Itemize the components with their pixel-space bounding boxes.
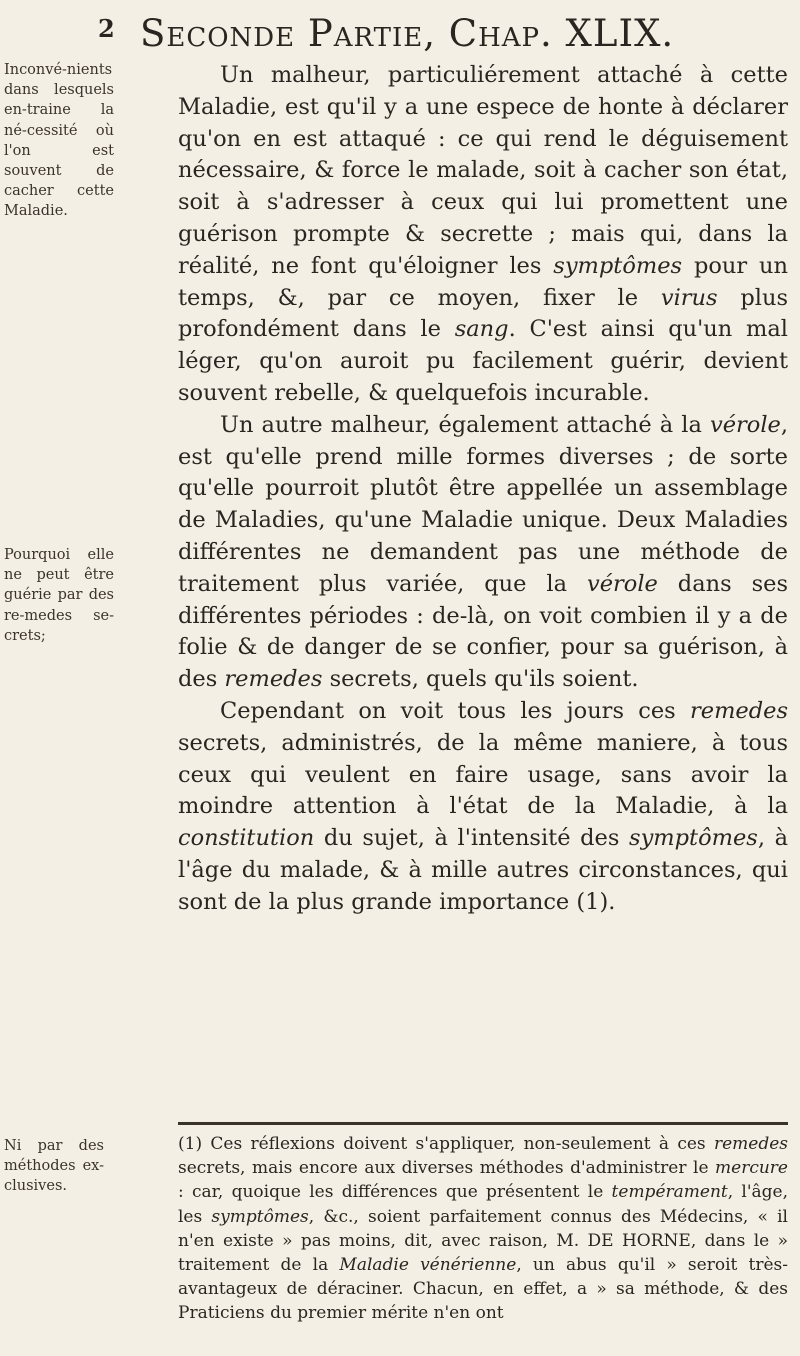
footnote-text: [178, 1132, 788, 1326]
text-run: secrets, mais encore aux diverses méthodes d'administrer le: [178, 1158, 716, 1179]
italic-text: sang: [454, 316, 509, 343]
italic-text: remedes: [713, 1134, 788, 1154]
text-run: : car, quoique les différences que présentent le: [178, 1182, 612, 1203]
italic-text: tempérament: [611, 1182, 728, 1203]
page-header: [0, 12, 800, 62]
text-run: dans ses différentes périodes : de-là, on voit combien il y a de folie & de danger de se confier, pour sa guérison, à des: [178, 570, 788, 693]
text-run: , est qu'elle prend mille formes diverses ; de sorte qu'elle pourroit plutôt être appellée un assemblage de Maladies, qu'une Maladie unique. Deux Maladies différentes ne demandent pas une méthode de traitement plus variée, que la: [178, 411, 788, 597]
italic-text: remedes: [690, 697, 788, 724]
text-run: secrets, administrés, de la même maniere, à tous ceux qui veulent en faire usage, sans avoir la moindre attention à l'état de la Maladie, à la: [178, 729, 788, 820]
text-run: plus profondément dans le: [178, 284, 788, 343]
italic-text: Maladie vénérienne: [339, 1255, 517, 1276]
margin-note-2: Pourquoi elle ne peut être guérie par des re-medes se-crets;: [4, 547, 114, 644]
italic-text: vérole: [710, 411, 781, 438]
text-run: Un malheur, particuliérement attaché à cette Maladie, est qu'il y a une espece de honte à déclarer qu'on en est attaqué : ce qui rend le déguisement nécessaire, & force le malade, soit à cacher son état, soit à s'adresser à ceux qui lui promettent une guérison prompte & secrette ; mais qui, dans la réalité, ne font qu'éloigner les: [178, 62, 788, 279]
text-run: (1) Ces réflexions doivent s'appliquer, non-seulement à ces: [178, 1134, 714, 1154]
margin-note-1: Inconvé-nients dans lesquels en-traine la né-cessité où l'on est souvent de cacher cette Maladie.: [4, 62, 114, 220]
paragraph-2: [178, 410, 788, 696]
text-run: Un autre malheur, également attaché à la: [220, 411, 710, 438]
main-text: [178, 60, 788, 919]
paragraph-3: [178, 696, 788, 919]
italic-text: vérole: [587, 570, 658, 597]
italic-text: symptômes: [553, 252, 683, 279]
running-head: Seconde Partie, Chap. XLIX.: [140, 12, 675, 55]
italic-text: symptômes: [629, 825, 758, 852]
text-run: Cependant on voit tous les jours ces: [220, 697, 690, 724]
text-run: du sujet, à l'intensité des: [314, 825, 630, 852]
margin-note-3: Ni par des méthodes ex-clusives.: [4, 1138, 104, 1195]
italic-text: mercure: [715, 1158, 788, 1179]
footnote-rule: [178, 1122, 788, 1125]
text-run: , un abus qu'il » seroit très-avantageux de déraciner. Chacun, en effet, a » sa méthode, & des Praticiens du premier mérite n'en ont: [178, 1255, 788, 1324]
text-run: secrets, quels qu'ils soient.: [322, 666, 639, 693]
text-run: , &c., soient parfaitement connus des Médecins, « il n'en existe » pas moins, dit, avec raison, M. DE HORNE, dans le » traitement de la: [178, 1206, 788, 1276]
footnote: [178, 1132, 788, 1326]
paragraph-1: [178, 60, 788, 410]
italic-text: constitution: [178, 825, 315, 852]
text-run: , l'âge, les: [178, 1182, 788, 1227]
text-run: . C'est ainsi qu'un mal léger, qu'on auroit pu facilement guérir, devient souvent rebelle, & quelquefois incurable.: [178, 316, 789, 406]
text-run: pour un temps, &, par ce moyen, fixer le: [178, 252, 789, 311]
italic-text: symptômes: [211, 1206, 309, 1227]
page-number: 2: [98, 14, 115, 43]
italic-text: remedes: [224, 666, 323, 693]
italic-text: virus: [660, 284, 718, 311]
text-run: , à l'âge du malade, & à mille autres circonstances, qui sont de la plus grande importance (1).: [178, 825, 789, 915]
